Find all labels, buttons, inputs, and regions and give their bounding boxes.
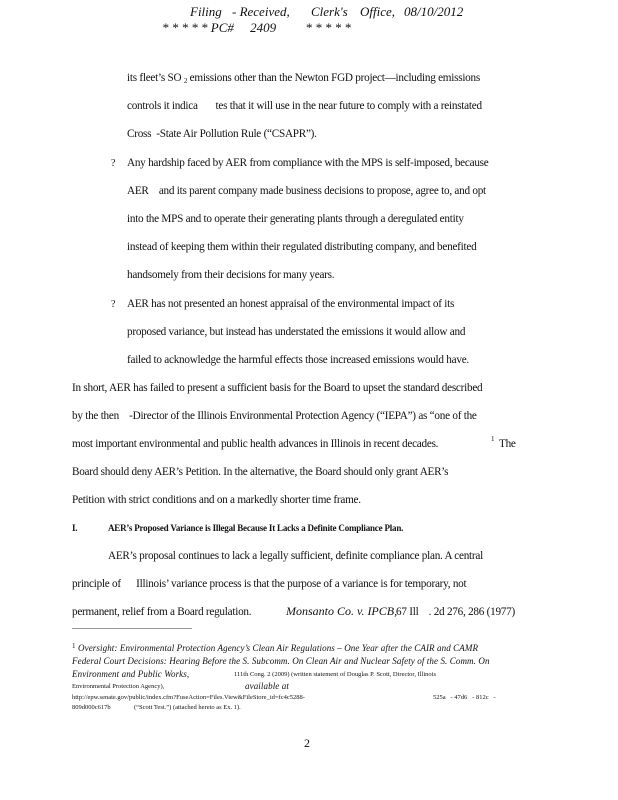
footnote-divider [72, 628, 192, 629]
header-received: - Received, [232, 4, 290, 19]
paragraph-line: Cross -State Air Pollution Rule (“CSAPR”). [127, 128, 317, 140]
footnote-line: 111th Cong. 2 (2009) (written statement of Douglas P. Scott, Director, Illinois [234, 671, 436, 678]
paragraph-line: permanent, relief from a Board regulation. [72, 606, 252, 618]
paragraph-line: controls it indica tes that it will use in the near future to comply with a reinstated [127, 100, 482, 112]
footnote-marker: 1 [72, 642, 76, 650]
case-citation: Monsanto Co. v. IPCB, [286, 604, 398, 618]
bullet-line: proposed variance, but instead has understated the emissions it would allow and [127, 326, 466, 338]
header-pc-line: * * * * * PC# 2409 * * * * * [162, 20, 351, 35]
summary-line: Petition with strict conditions and on a markedly shorter time frame. [72, 494, 361, 506]
summary-line: by the then -Director of the Illinois Environmental Protection Agency (“IEPA”) as “one of the [72, 410, 477, 422]
summary-line-end: The [499, 438, 516, 450]
paragraph-line: AER’s proposal continues to lack a legally sufficient, definite compliance plan. A central [108, 550, 483, 562]
footnote-available-at: available at [245, 681, 289, 691]
header-office: Office, [360, 4, 396, 19]
text-segment: emissions other than the Newton FGD project—including emissions [189, 72, 480, 84]
bullet-line: failed to acknowledge the harmful effects those increased emissions would have. [127, 354, 469, 366]
footnote-line: (“Scott Test.”) (attached hereto as Ex. 1). [134, 704, 241, 711]
section-number: I. [72, 523, 78, 533]
footnote-reference[interactable]: 1 [491, 435, 495, 443]
subscript: 2 [183, 77, 188, 85]
section-title: AER’s Proposed Variance is Illegal Because It Lacks a Definite Compliance Plan. [108, 523, 404, 533]
header-filing: Filing [190, 4, 222, 19]
bullet-line: AER has not presented an honest appraisal of the environmental impact of its [127, 298, 455, 310]
footnote-url-continued[interactable]: 525a - 47d6 - 812c - [433, 694, 496, 701]
header-date: 08/10/2012 [404, 4, 464, 19]
bullet-marker: ? [111, 158, 116, 169]
summary-line: Board should deny AER’s Petition. In the alternative, the Board should only grant AER’s [72, 466, 449, 478]
text-segment: its fleet’s SO [127, 72, 182, 84]
summary-line: In short, AER has failed to present a sufficient basis for the Board to upset the standard described [72, 382, 483, 394]
footnote-line: Environment and Public Works, [72, 669, 190, 679]
bullet-line: AER and its parent company made business decisions to propose, agree to, and opt [127, 185, 486, 197]
paragraph-line [127, 72, 480, 85]
footnote-line: Environmental Protection Agency), [72, 683, 165, 690]
footnote-url-end[interactable]: 809d000c617b [72, 704, 111, 711]
bullet-line: instead of keeping them within their regulated distributing company, and benefited [127, 241, 477, 253]
summary-line: most important environmental and public health advances in Illinois in recent decades. [72, 438, 439, 450]
bullet-line: into the MPS and to operate their generating plants through a deregulated entity [127, 213, 464, 225]
bullet-line: Any hardship faced by AER from compliance with the MPS is self-imposed, because [127, 157, 489, 169]
bullet-marker: ? [111, 299, 116, 310]
header-clerks: Clerk's [311, 4, 348, 19]
footnote-url[interactable]: http://epw.senate.gov/public/index.cfm?FuseAction=Files.View&FileStore_id=fc4c5288- [72, 694, 305, 701]
page-number: 2 [304, 736, 310, 750]
footnote-line: Federal Court Decisions: Hearing Before the S. Subcomm. On Clean Air and Nuclear Safety of the S. Comm. On [72, 656, 490, 666]
bullet-line: handsomely from their decisions for many years. [127, 269, 335, 281]
citation-reporter: 67 Ill . 2d 276, 286 (1977) [396, 606, 515, 618]
footnote-line: Oversight: Environmental Protection Agency’s Clean Air Regulations – One Year after the CAIR and CAMR [78, 643, 479, 653]
paragraph-line: principle of Illinois’ variance process is that the purpose of a variance is for temporary, not [72, 578, 467, 590]
